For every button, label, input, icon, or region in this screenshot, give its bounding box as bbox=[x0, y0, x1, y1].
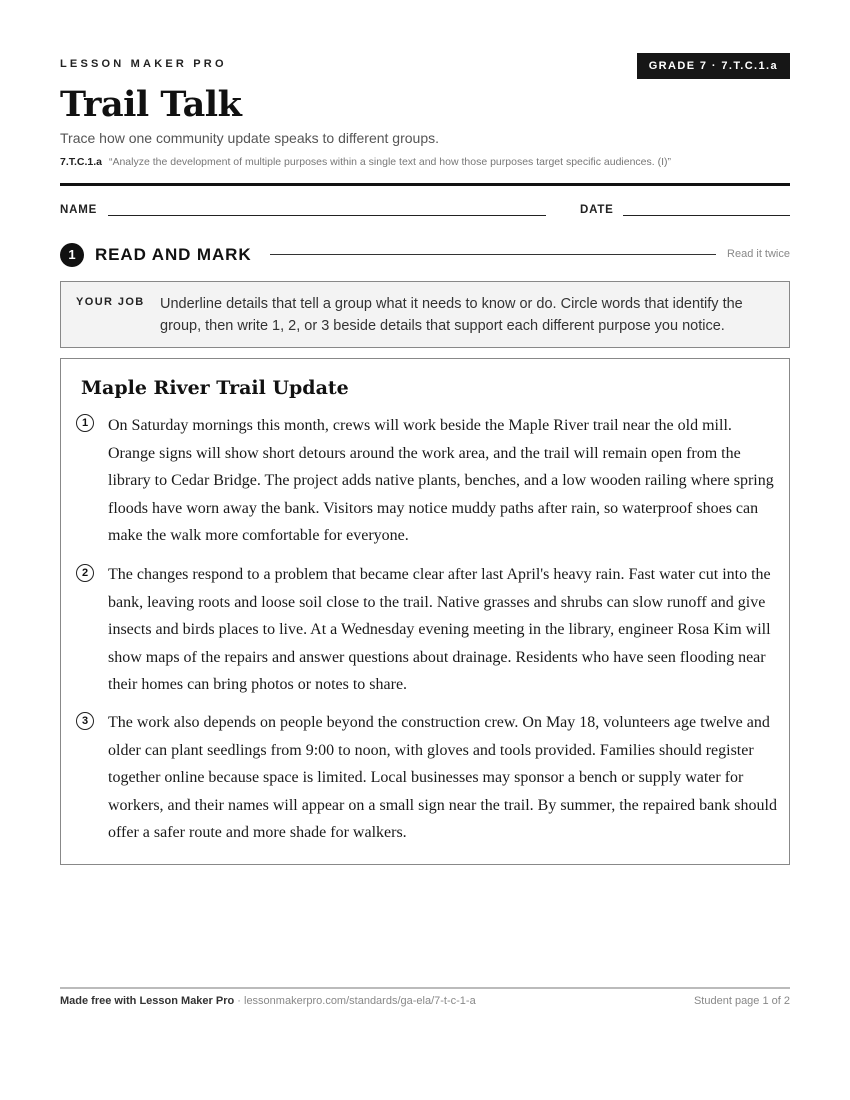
date-field[interactable] bbox=[623, 215, 790, 216]
section-number-badge: 1 bbox=[60, 243, 84, 267]
paragraph-2: The changes respond to a problem that became clear after last April's heavy rain. Fast water cut into the bank, leaving roots and loose soil close to the trail. Native grasses and shrubs can slow runoff and give insects and birds places to live. At a Wednesday evening meeting in the library, engineer Rosa Kim will show maps of the repairs and answer questions about drainage. Residents who have seen flooding near their homes can bring photos or notes to share. bbox=[108, 566, 771, 693]
footer-url-link[interactable]: lessonmakerpro.com/standards/ga-ela/7-t-c-1-a bbox=[244, 995, 476, 1007]
name-field[interactable] bbox=[108, 215, 546, 216]
standard-line bbox=[60, 156, 671, 168]
brand-name: LESSON MAKER PRO bbox=[60, 58, 227, 70]
header-divider bbox=[60, 183, 790, 186]
paragraph-number-3: 3 bbox=[76, 712, 94, 730]
name-label: NAME bbox=[60, 204, 98, 216]
reading-passage bbox=[60, 358, 790, 865]
page-indicator: Student page 1 of 2 bbox=[693, 995, 790, 1007]
standard-code: 7.T.C.1.a bbox=[60, 156, 103, 168]
footer-divider bbox=[60, 987, 790, 989]
footer-credit bbox=[60, 995, 476, 1007]
instructions-label: YOUR JOB bbox=[76, 296, 145, 308]
page-title: Trail Talk bbox=[60, 84, 242, 125]
section-title: READ AND MARK bbox=[95, 245, 252, 264]
date-label: DATE bbox=[580, 204, 614, 216]
page-subtitle: Trace how one community update speaks to different groups. bbox=[60, 130, 439, 146]
instructions-box bbox=[60, 281, 790, 348]
paragraph-1: On Saturday mornings this month, crews will work beside the Maple River trail near the old mill. Orange signs will show short detours around the work area, and the trail will remain open from the library to Cedar Bridge. The project adds native plants, benches, and a low wooden railing where spring floods have worn away the bank. Visitors may notice muddy paths after rain, so waterproof shoes can make the walk more comfortable for everyone. bbox=[108, 417, 774, 544]
paragraph-3: The work also depends on people beyond the construction crew. On May 18, volunteers age twelve and older can plant seedlings from 9:00 to noon, with gloves and tools provided. Families should register together online because space is limited. Local businesses may sponsor a bench or supply water for workers, and their names will appear on a small sign near the trail. By summer, the repaired bank should offer a safer route and more shade for walkers. bbox=[108, 714, 777, 841]
instructions-text: Underline details that tell a group what it needs to know or do. Circle words that identify the group, then write 1, 2, or 3 beside details that support each different purpose you notice. bbox=[160, 296, 743, 334]
grade-badge: GRADE 7 · 7.T.C.1.a bbox=[637, 53, 790, 79]
paragraph-number-2: 2 bbox=[76, 564, 94, 582]
section-hint: Read it twice bbox=[727, 248, 790, 260]
standard-text: “Analyze the development of multiple purposes within a single text and how those purposes target specific audiences. (I)” bbox=[108, 156, 672, 168]
passage-title: Maple River Trail Update bbox=[81, 377, 349, 399]
paragraph-number-1: 1 bbox=[76, 414, 94, 432]
section-divider bbox=[270, 254, 716, 255]
footer-separator: · bbox=[234, 995, 244, 1007]
footer-made-with: Made free with Lesson Maker Pro bbox=[60, 995, 235, 1007]
